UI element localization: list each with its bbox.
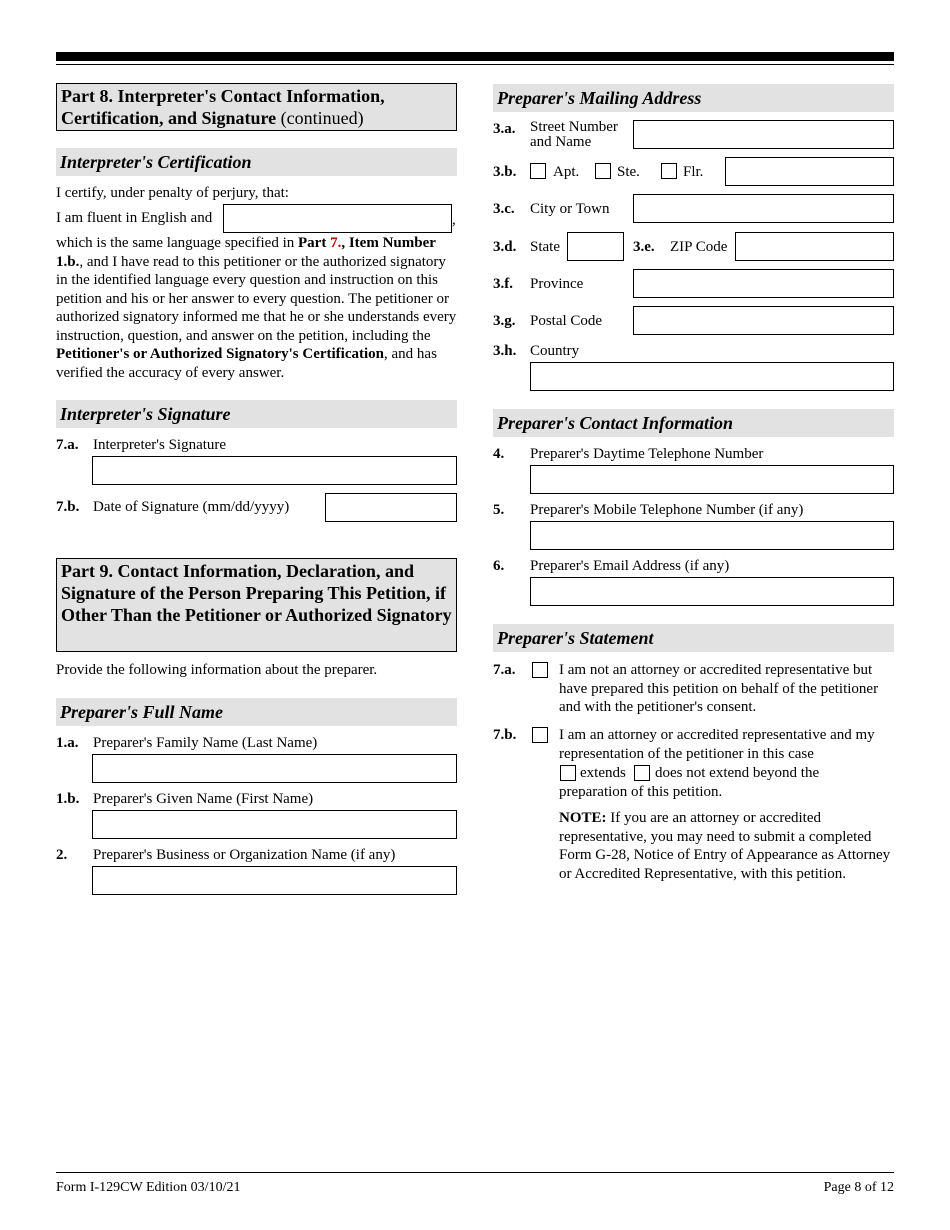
part8-title: Part 8. Interpreter's Contact Information, Certification, and Signature [61, 86, 385, 128]
item-6-label: Preparer's Email Address (if any) [530, 558, 730, 574]
item-4-number: 4. [493, 446, 505, 462]
statement-7b-text: I am an attorney or accredited representative and my representation of the petitioner in this case [559, 727, 875, 762]
item-7a-number: 7.a. [56, 437, 79, 453]
interpreter-certification-heading: Interpreter's Certification [56, 148, 457, 176]
item-3e-number: 3.e. [633, 239, 655, 255]
attorney-checkbox[interactable] [532, 727, 548, 743]
certification-paragraph [56, 234, 458, 382]
top-rule-thin [56, 64, 894, 65]
statement-7a-text: I am not an attorney or accredited representative but have prepared this petition on behalf of the petitioner and with the petitioner's consent. [559, 662, 879, 715]
item-3f-label: Province [530, 276, 584, 292]
postal-code-field[interactable] [633, 306, 894, 335]
para-bold-cert: Petitioner's or Authorized Signatory's Certification [56, 346, 385, 362]
daytime-phone-field[interactable] [530, 465, 894, 494]
item-1a-label: Preparer's Family Name (Last Name) [93, 735, 318, 751]
note-text: If you are an attorney or accredited representative, you may need to submit a completed Form G-28, Notice of Entry of Appearance as Attorney or Accredited Representative, with this petition. [559, 810, 891, 882]
item-3c-label: City or Town [530, 201, 610, 217]
item-7b-label: Date of Signature (mm/dd/yyyy) [93, 499, 290, 515]
footer-page-number: Page 8 of 12 [823, 1180, 894, 1195]
statement-7b-number: 7.b. [493, 727, 517, 743]
state-field[interactable] [567, 232, 624, 261]
top-rule-thick [56, 52, 894, 61]
item-4-label: Preparer's Daytime Telephone Number [530, 446, 764, 462]
statement-7b-tail: preparation of this petition. [559, 784, 723, 800]
item-1a-number: 1.a. [56, 735, 79, 751]
email-field[interactable] [530, 577, 894, 606]
item-7a-label: Interpreter's Signature [93, 437, 227, 453]
country-field[interactable] [530, 362, 894, 391]
not-attorney-checkbox[interactable] [532, 662, 548, 678]
item-3d-label: State [530, 239, 560, 255]
para-comma: , [341, 235, 346, 251]
item-3e-label: ZIP Code [670, 239, 728, 255]
item-3h-label: Country [530, 343, 580, 359]
para-text-3: , and has verified the accuracy of every answer. [56, 346, 437, 381]
unit-number-field[interactable] [725, 157, 894, 186]
para-text-1: which is the same language specified in [56, 235, 299, 251]
province-field[interactable] [633, 269, 894, 298]
item-3d-number: 3.d. [493, 239, 517, 255]
part9-header: Part 9. Contact Information, Declaration, and Signature of the Person Preparing This Petition, if Other Than the Petitioner or Authorized Signatory [56, 558, 457, 652]
apt-label: Apt. [553, 164, 580, 180]
para-item-number: Item Number 1.b. [56, 235, 436, 270]
item-3b-number: 3.b. [493, 164, 517, 180]
city-field[interactable] [633, 194, 894, 223]
item-5-label: Preparer's Mobile Telephone Number (if any) [530, 502, 804, 518]
part8-header [56, 83, 457, 131]
item-3a-number: 3.a. [493, 121, 516, 137]
fluent-comma: , [452, 212, 456, 228]
ste-label: Ste. [617, 164, 640, 180]
item-3h-number: 3.h. [493, 343, 517, 359]
preparer-given-name-field[interactable] [92, 810, 457, 839]
item-6-number: 6. [493, 558, 505, 574]
item-7b-number: 7.b. [56, 499, 80, 515]
apt-checkbox[interactable] [530, 163, 546, 179]
street-field[interactable] [633, 120, 894, 149]
ste-checkbox[interactable] [595, 163, 611, 179]
extends-label: extends [580, 765, 626, 781]
item-5-number: 5. [493, 502, 505, 518]
flr-checkbox[interactable] [661, 163, 677, 179]
para-part: Part [298, 235, 331, 251]
does-not-extend-checkbox[interactable] [634, 765, 650, 781]
signature-date-field[interactable] [325, 493, 457, 522]
preparer-family-name-field[interactable] [92, 754, 457, 783]
para-text-2: , and I have read to this petitioner or the authorized signatory in the identified language every question and instruction on this petition and his or her answer to every question. The petitioner or authorized signatory informed me that he or she understands every instruction, question, and answer on the petition, including the [56, 253, 457, 344]
contact-information-heading: Preparer's Contact Information [493, 409, 894, 437]
para-part-number[interactable]: 7. [330, 235, 342, 251]
flr-label: Flr. [683, 164, 704, 180]
mobile-phone-field[interactable] [530, 521, 894, 550]
item-3g-number: 3.g. [493, 313, 516, 329]
footer-rule [56, 1172, 894, 1173]
fluent-label: I am fluent in English and [56, 210, 213, 226]
interpreter-signature-heading: Interpreter's Signature [56, 400, 457, 428]
item-3a-label: Street Number and Name [530, 119, 618, 150]
note-label: NOTE: [559, 810, 607, 826]
item-2-label: Preparer's Business or Organization Name (if any) [93, 847, 396, 863]
item-3g-label: Postal Code [530, 313, 603, 329]
zip-code-field[interactable] [735, 232, 894, 261]
item-3c-number: 3.c. [493, 201, 515, 217]
part9-intro: Provide the following information about the preparer. [56, 662, 378, 678]
mailing-address-heading: Preparer's Mailing Address [493, 84, 894, 112]
statement-7a-number: 7.a. [493, 662, 516, 678]
interpreter-signature-field[interactable] [92, 456, 457, 485]
item-3f-number: 3.f. [493, 276, 513, 292]
does-not-extend-label: does not extend beyond the [655, 765, 820, 781]
preparer-business-name-field[interactable] [92, 866, 457, 895]
interpreter-language-field[interactable] [223, 204, 452, 233]
preparer-statement-heading: Preparer's Statement [493, 624, 894, 652]
item-1b-number: 1.b. [56, 791, 80, 807]
certify-line: I certify, under penalty of perjury, that: [56, 185, 289, 201]
extends-checkbox[interactable] [560, 765, 576, 781]
footer-form-id: Form I-129CW Edition 03/10/21 [56, 1180, 241, 1195]
preparer-full-name-heading: Preparer's Full Name [56, 698, 457, 726]
statement-note [559, 809, 894, 883]
item-2-number: 2. [56, 847, 68, 863]
part8-title-suffix: (continued) [276, 108, 364, 128]
item-1b-label: Preparer's Given Name (First Name) [93, 791, 314, 807]
